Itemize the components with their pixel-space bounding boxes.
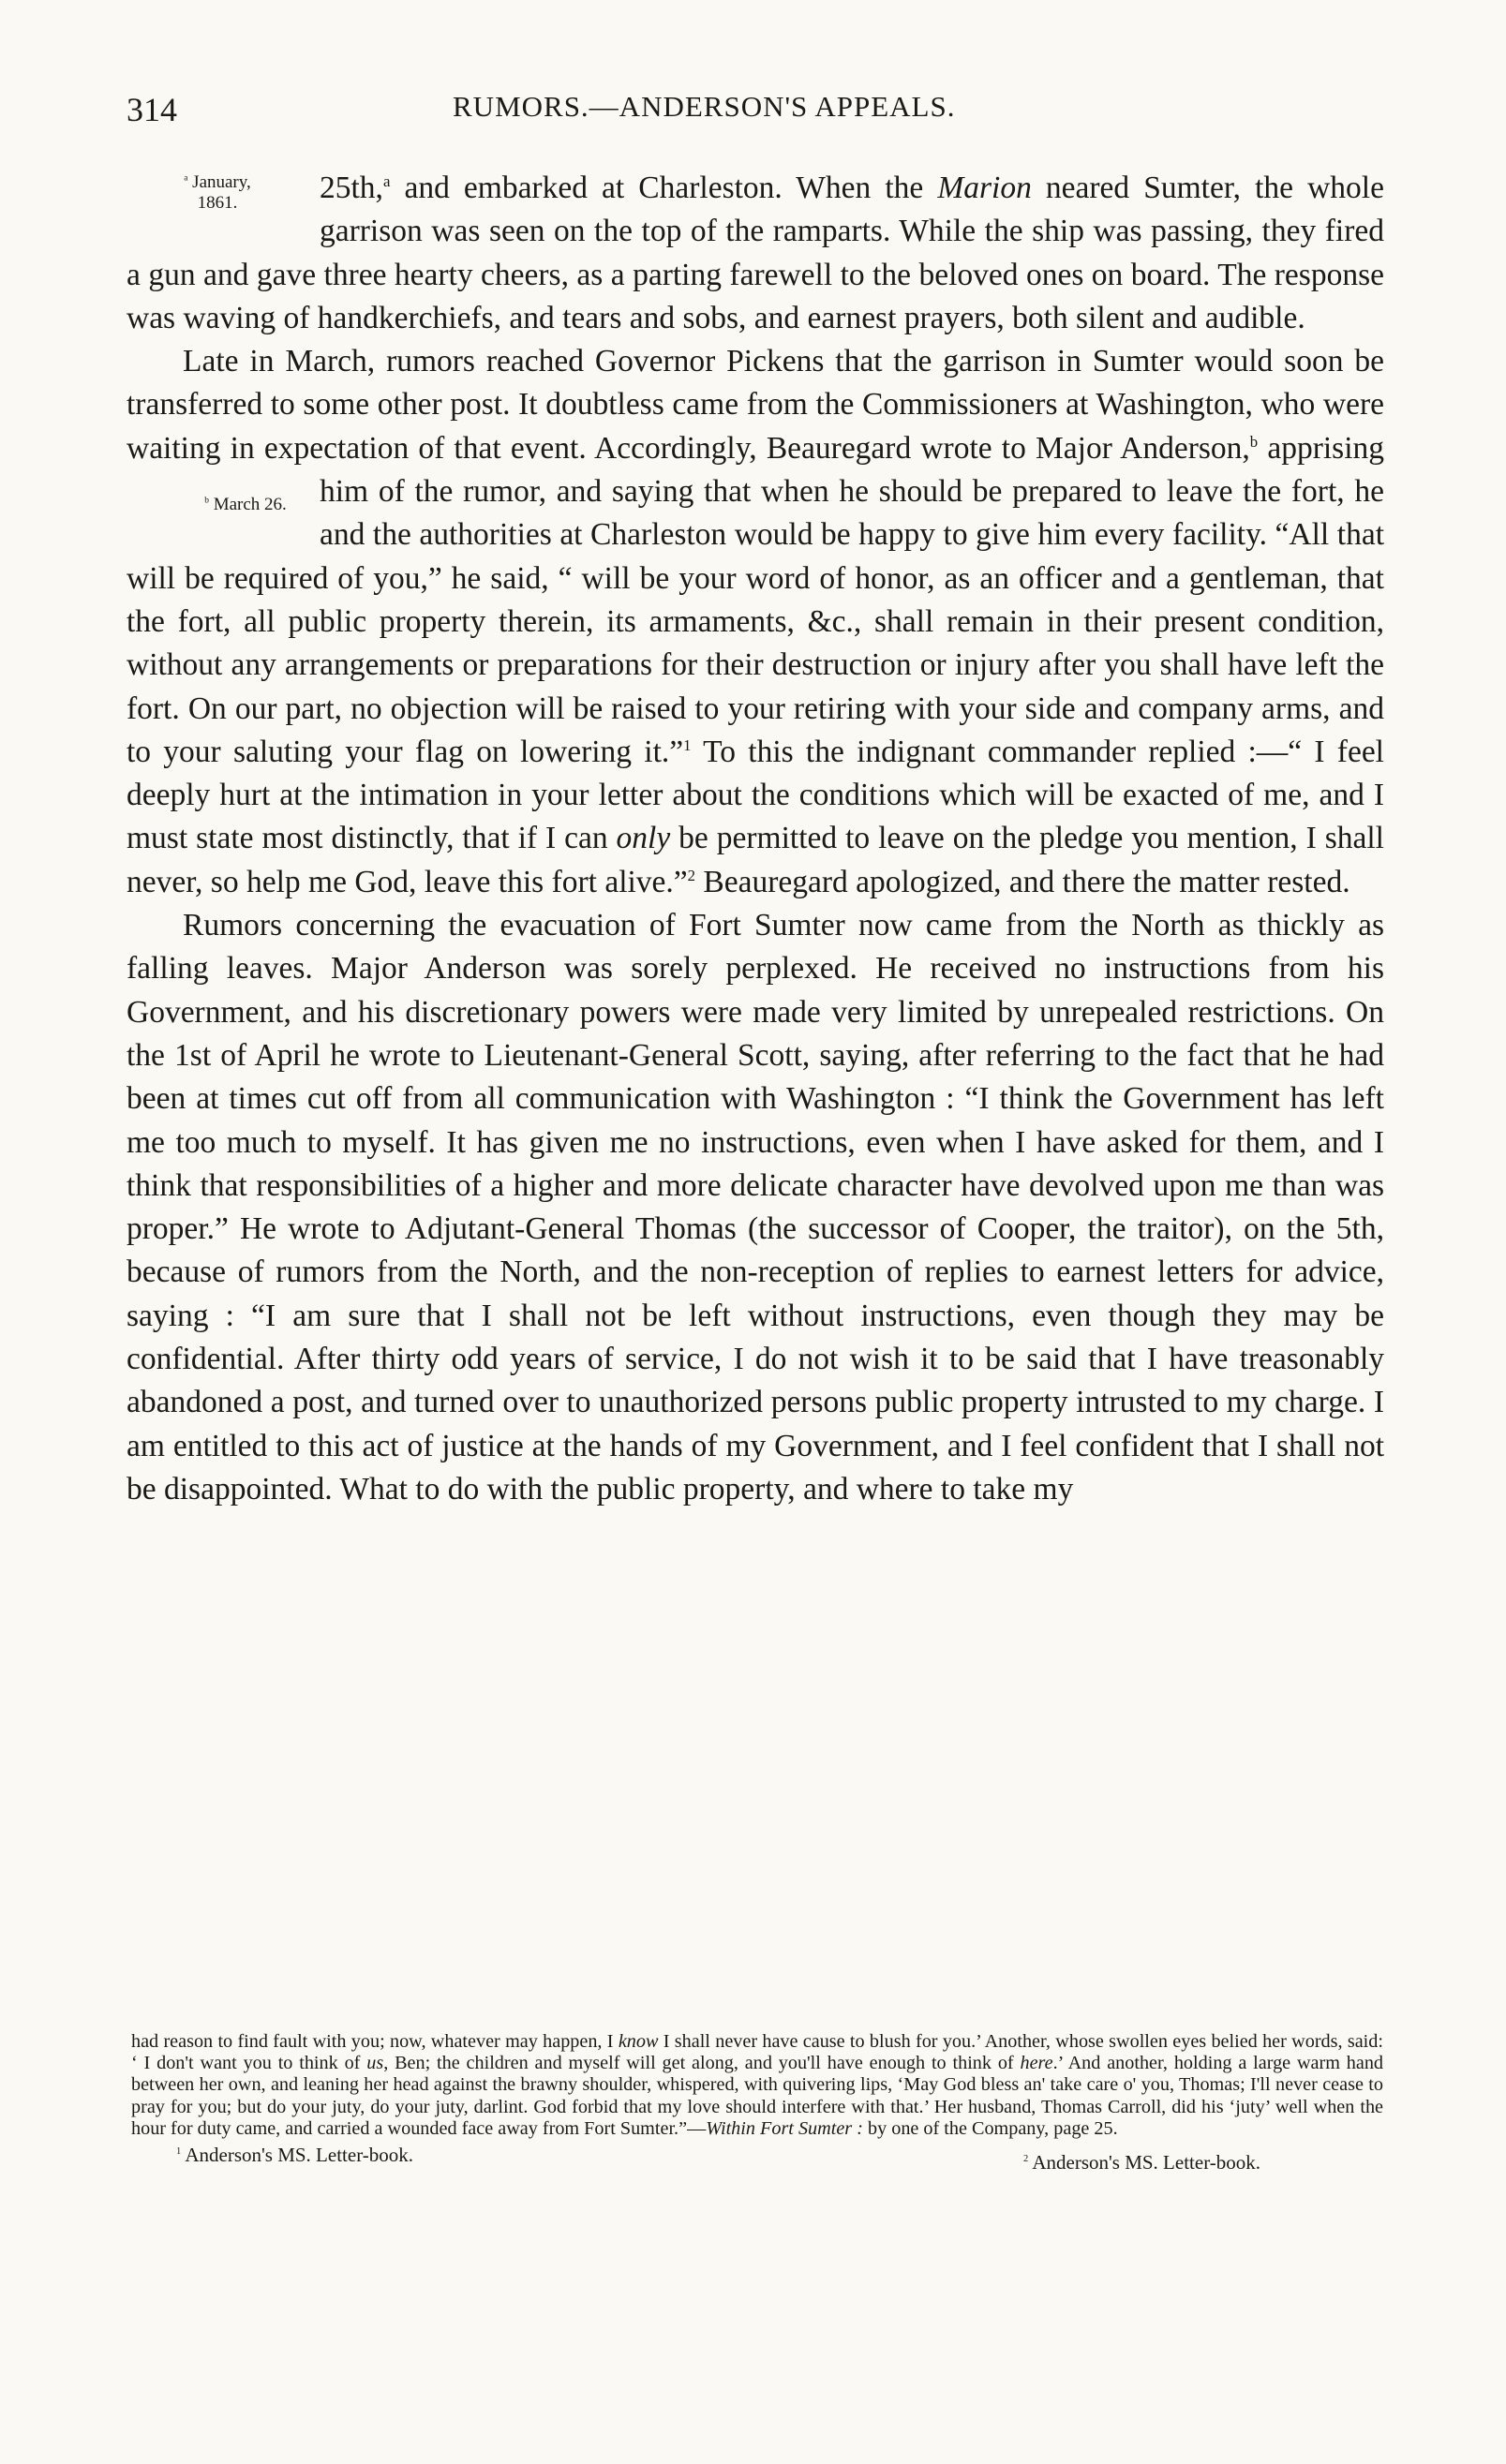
marginal-note-a: $^a$ January, 1861.: [184, 172, 251, 213]
marginal-ref-b: b: [1249, 432, 1259, 451]
footnote-ref-1: 1: [683, 735, 692, 754]
emphasis-only: only: [616, 821, 671, 856]
running-head: RUMORS.—ANDERSON'S APPEALS.: [453, 90, 956, 123]
ship-name: Marion: [937, 171, 1032, 205]
footnote-1: $^1$ Anderson's MS. Letter-book.: [176, 2144, 414, 2167]
footnotes: [131, 2031, 1384, 2175]
marginal-ref-a: a: [382, 171, 391, 190]
page-header: [127, 90, 1373, 137]
footnote-continuation: had reason to find fault with you; now, whatever may happen, I know I shall never have cause to blush for you.’ Another, whose swollen eyes belied her words, said: ‘ I don't want you to think of us, Ben; the children and myself will get along, and you'll have enough to think of here.’ And another, holding a large warm hand between her own, and leaning her head against the brawny shoulder, whispered, with quivering lips, ‘May God bless an' take care o' you, Thomas; I'll never cease to pray for you; but do your juty, do your juty, darlint. God forbid that my love should interfere with that.’ Her husband, Thomas Carroll, did his ‘juty’ well when the hour for duty came, and carried a wounded face away from Fort Sumter.”—Within Fort Sumter : by one of the Company, page 25.: [131, 2031, 1384, 2139]
page-number: 314: [127, 91, 177, 128]
footnote-ref-2: 2: [687, 866, 696, 884]
paragraph-1: 25th,$^a$ $^a$ January, 1861. and embarked at Charleston. When the Marion neared Sumter, the whole garrison was seen on the top of the ramparts. While the ship was passing, they fired a gun and gave three hearty cheers, as a parting farewell to the beloved ones on board. The response was waving of handkerchiefs, and tears and sobs, and earnest prayers, both silent and audible.: [127, 171, 1384, 335]
paragraph-3: Rumors concerning the evacuation of Fort Sumter now came from the North as thickly as falling leaves. Major Anderson was sorely perplexed. He received no instructions from his Government, and his discretionary powers were made very limited by unrepealed restrictions. On the 1st of April he wrote to Lieutenant-General Scott, saying, after referring to the fact that he had been at times cut off from all communication with Washington : “I think the Government has left me too much to myself. It has given me no instructions, even when I have asked for them, and I think that responsibilities of a higher and more delicate character have devolved upon me than was proper.” He wrote to Adjutant-General Thomas (the successor of Cooper, the traitor), on the 5th, because of rumors from the North, and the non-reception of replies to earnest letters for advice, saying : “I am sure that I shall not be left without instructions, even though they may be confidential. After thirty odd years of service, I do not wish it to be said that I have treasonably abandoned a post, and turned over to unauthorized persons public property intrusted to my charge. I am entitled to this act of justice at the hands of my Government, and I feel confident that I shall not be disappointed. What to do with the public property, and where to take my: [127, 908, 1384, 1507]
paragraph-2: Late in March, rumors reached Governor Pickens that the garrison in Sumter would soon be transferred to some other post. It doubtless came from the Commissioners at Washington, who were waiting in expectation of that event. Accordingly, Beauregard wrote to Major Anderson,$^b$ $^b$ March 26. apprising him of the rumor, and saying that when he should be prepared to leave the fort, he and the authorities at Charleston would be happy to give him every facility. “All that will be required of you,” he said, “ will be your word of honor, as an officer and a gentleman, that the fort, all public property therein, its armaments, &c., shall remain in their present condition, without any arrangements or preparations for their destruction or injury after you shall have left the fort. On our part, no objection will be raised to your retiring with your side and company arms, and to your saluting your flag on lowering it.”$^1$ To this the indignant commander replied :—“ I feel deeply hurt at the intimation in your letter about the conditions which will be exacted of me, and I must state most distinctly, that if I can only be permitted to leave on the pledge you mention, I shall never, so help me God, leave this fort alive.”$^2$ Beauregard apologized, and there the matter rested.: [127, 344, 1384, 899]
footnote-2: $^2$ Anderson's MS. Letter-book.: [1023, 2151, 1261, 2175]
footnote-refs: [131, 2140, 1383, 2175]
source-title: Within Fort Sumter :: [706, 2117, 863, 2139]
body-text: [127, 167, 1384, 1511]
marginal-note-b: $^b$ March 26.: [204, 495, 287, 515]
